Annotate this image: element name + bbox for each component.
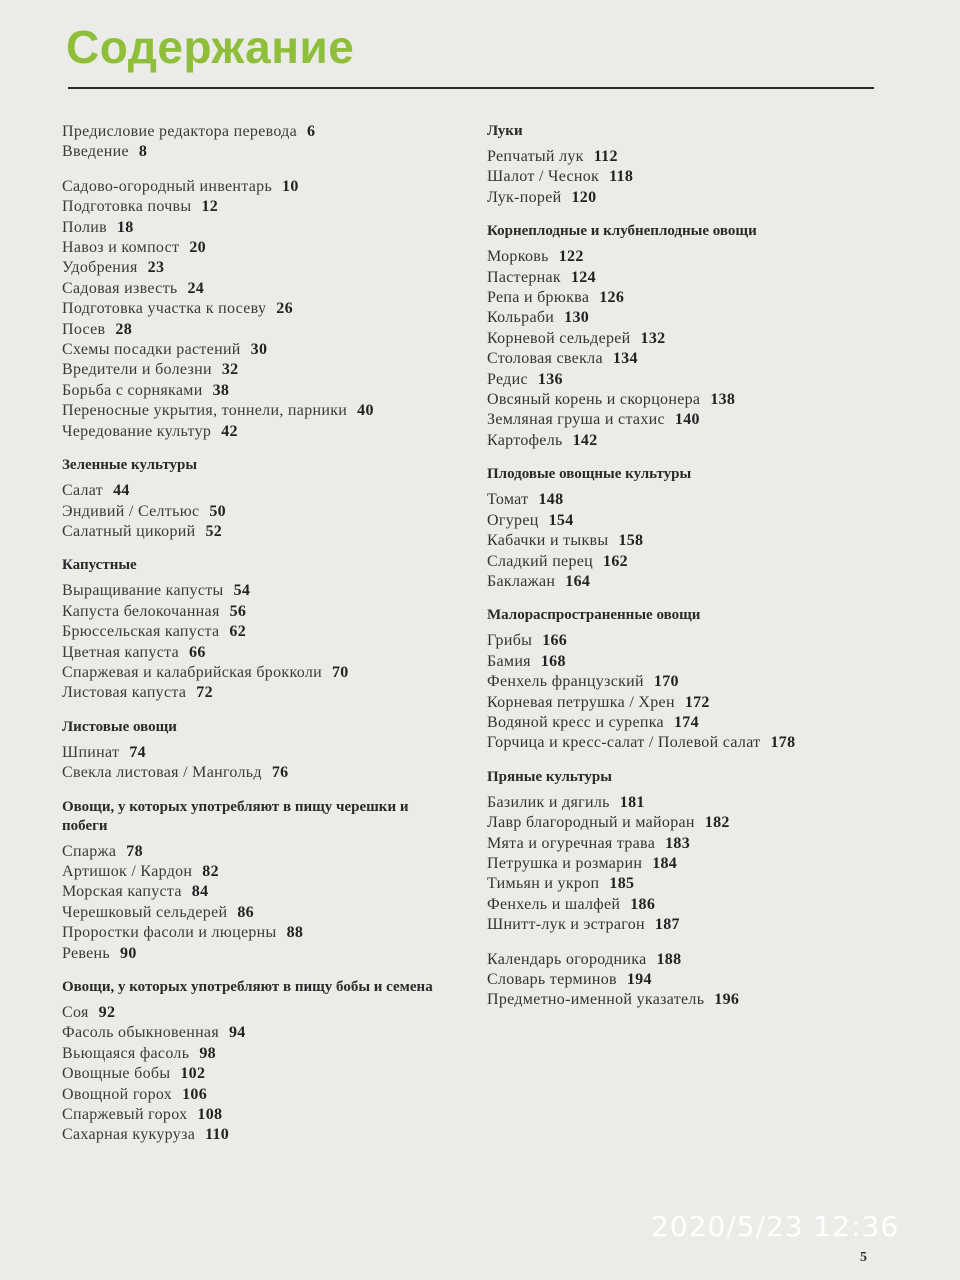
toc-entry (62, 279, 457, 299)
toc-entry-label: Лук-порей (487, 188, 562, 206)
toc-entry (487, 793, 867, 813)
toc-entry-page: 122 (558, 248, 584, 266)
toc-entry (487, 390, 867, 410)
toc-entry-page: 92 (98, 1004, 116, 1021)
toc-entry-page: 8 (138, 143, 148, 161)
section-heading: Овощи, у которых употребляют в пищу бобы и семена (62, 979, 433, 995)
toc-entry-page: 90 (120, 944, 137, 962)
toc-entry-page: 187 (654, 916, 680, 934)
toc-entry-label: Водяной кресс и сурепка (487, 713, 664, 731)
toc-entry-page: 56 (229, 602, 247, 620)
toc-entry (487, 308, 867, 328)
toc-entry-page: 194 (626, 971, 652, 988)
toc-entry-page: 84 (191, 883, 209, 901)
toc-entry-page: 88 (286, 924, 304, 942)
toc-entry (62, 502, 457, 522)
toc-entry-label: Столовая свекла (487, 350, 603, 368)
toc-entry-page: 70 (331, 663, 349, 681)
toc-entry-label: Введение (62, 143, 129, 161)
toc-entry (487, 329, 867, 349)
toc-left-column (62, 122, 457, 1160)
toc-entry-page: 78 (126, 842, 143, 860)
toc-section (62, 177, 457, 442)
toc-entry-label: Базилик и дягиль (487, 793, 610, 811)
toc-entry (62, 1125, 457, 1145)
toc-entry (487, 672, 867, 692)
toc-entry (62, 258, 457, 278)
toc-entry-label: Соя (62, 1004, 89, 1021)
toc-entry-label: Навоз и компост (62, 239, 180, 257)
toc-entry (62, 142, 457, 162)
toc-entry (487, 167, 867, 187)
toc-entry (487, 147, 867, 167)
toc-entry (487, 693, 867, 713)
toc-entry-page: 40 (357, 402, 374, 420)
toc-section (62, 718, 457, 784)
toc-entry-label: Земляная груша и стахис (487, 411, 665, 429)
toc-entry-page: 181 (619, 793, 645, 811)
toc-entry (62, 663, 457, 683)
toc-entry-label: Репчатый лук (487, 148, 584, 165)
toc-entry-page: 120 (571, 188, 597, 206)
toc-entry-page: 164 (565, 572, 591, 590)
toc-entry (62, 763, 457, 783)
toc-section (62, 798, 457, 964)
toc-entry-page: 94 (229, 1024, 246, 1042)
toc-entry-label: Сладкий перец (487, 552, 594, 570)
toc-entry (62, 944, 457, 964)
toc-entry (487, 854, 867, 874)
toc-entry-page: 162 (603, 552, 628, 570)
toc-entry (487, 268, 867, 288)
toc-entry-label: Словарь терминов (487, 971, 617, 988)
toc-entry (62, 643, 457, 663)
section-heading: Плодовые овощные культуры (487, 466, 692, 483)
toc-entry-label: Подготовка почвы (62, 198, 192, 216)
toc-entry-page: 118 (609, 168, 634, 186)
title-divider (68, 87, 874, 89)
toc-entry-label: Картофель (487, 431, 563, 449)
toc-entry-page: 62 (229, 623, 246, 641)
toc-entry-page: 72 (196, 684, 213, 702)
toc-entry-label: Овощные бобы (62, 1065, 171, 1083)
toc-entry-label: Кольраби (487, 309, 555, 327)
toc-entry-label: Мята и огуречная трава (487, 834, 656, 852)
toc-entry-page: 6 (307, 123, 316, 140)
toc-entry (487, 552, 867, 572)
toc-entry (62, 1023, 457, 1043)
toc-entry (487, 349, 867, 369)
toc-entry-page: 124 (571, 268, 596, 286)
toc-entry-label: Салат (62, 482, 104, 500)
toc-entry (62, 360, 457, 380)
toc-entry-label: Салатный цикорий (62, 522, 196, 540)
toc-entry-label: Томат (487, 491, 529, 509)
toc-entry-page: 44 (113, 482, 130, 500)
toc-entry (487, 915, 867, 935)
toc-entry-label: Корневой сельдерей (487, 329, 631, 347)
toc-entry (62, 522, 457, 542)
toc-entry (487, 813, 867, 833)
toc-entry-page: 138 (710, 391, 736, 409)
toc-entry (62, 903, 457, 923)
toc-entry-label: Овсяный корень и скорцонера (487, 391, 701, 409)
toc-entry-label: Шнитт-лук и эстрагон (487, 916, 645, 934)
toc-section (62, 556, 457, 703)
toc-entry-label: Петрушка и розмарин (487, 854, 643, 872)
toc-entry-page: 172 (684, 693, 710, 711)
toc-entry-page: 106 (182, 1085, 208, 1103)
toc-entry-label: Лавр благородный и майоран (487, 814, 695, 832)
toc-entry-page: 66 (189, 643, 206, 661)
section-heading: Зеленные культуры (62, 457, 198, 474)
toc-section (62, 456, 457, 542)
toc-entry-label: Посев (62, 320, 106, 338)
toc-entry-label: Свекла листовая / Мангольд (62, 764, 262, 782)
toc-entry-page: 142 (572, 431, 598, 449)
toc-entry-page: 82 (202, 862, 219, 880)
toc-entry-label: Схемы посадки растений (62, 341, 241, 359)
toc-entry-page: 38 (212, 381, 230, 399)
toc-entry (62, 842, 457, 862)
toc-entry-page: 52 (205, 522, 223, 540)
toc-entry-page: 154 (548, 511, 574, 529)
section-heading: Капустные (62, 557, 137, 574)
toc-entry-page: 174 (673, 713, 699, 731)
toc-entry (62, 862, 457, 882)
toc-section (487, 465, 867, 592)
toc-entry-label: Проростки фасоли и люцерны (62, 924, 277, 942)
toc-entry-page: 76 (271, 764, 289, 782)
toc-section (487, 222, 867, 451)
toc-entry-page: 126 (599, 289, 625, 307)
toc-entry-label: Бамия (487, 652, 531, 670)
toc-entry-page: 110 (205, 1126, 230, 1144)
toc-entry-label: Артишок / Кардон (62, 862, 193, 880)
toc-entry-page: 168 (540, 652, 566, 670)
section-heading: Листовые овощи (62, 718, 177, 735)
toc-entry (62, 882, 457, 902)
toc-entry-page: 148 (538, 491, 564, 509)
toc-entry-page: 54 (233, 582, 251, 600)
toc-entry-page: 24 (187, 279, 205, 297)
toc-entry-page: 102 (180, 1065, 206, 1083)
toc-entry (487, 490, 867, 510)
toc-entry-page: 132 (640, 329, 666, 347)
toc-entry-page: 23 (147, 259, 165, 277)
toc-entry-page: 18 (116, 218, 134, 236)
toc-entry-page: 188 (656, 950, 682, 968)
toc-entry-page: 158 (618, 532, 644, 550)
toc-entry-label: Борьба с сорняками (62, 381, 203, 399)
toc-entry (487, 572, 867, 592)
toc-entry-label: Брюссельская капуста (62, 623, 220, 641)
toc-entry (487, 895, 867, 915)
toc-entry (62, 122, 457, 142)
toc-entry-page: 178 (770, 734, 796, 752)
toc-entry-label: Морская капуста (62, 883, 182, 901)
toc-entry-label: Полив (62, 218, 107, 236)
page-title: Содержание (66, 21, 355, 73)
toc-entry-label: Пастернак (487, 268, 561, 286)
page-number: 5 (860, 1250, 867, 1265)
toc-entry (62, 422, 457, 442)
toc-entry-label: Вредители и болезни (62, 361, 212, 379)
toc-entry (62, 581, 457, 601)
toc-entry-page: 42 (221, 422, 238, 440)
section-heading: Овощи, у которых употребляют в пищу черешки и побеги (62, 798, 409, 834)
toc-entry (487, 511, 867, 531)
toc-entry (62, 1105, 457, 1125)
toc-entry-label: Корневая петрушка / Хрен (487, 693, 675, 711)
toc-entry-label: Вьющаяся фасоль (62, 1044, 190, 1062)
toc-entry-label: Овощной горох (62, 1085, 173, 1103)
toc-entry (487, 950, 867, 970)
toc-entry (487, 990, 867, 1010)
section-heading: Пряные культуры (487, 768, 612, 785)
toc-section (487, 606, 867, 753)
toc-entry-label: Предисловие редактора перевода (62, 123, 298, 140)
toc-entry (62, 299, 457, 319)
toc-entry-page: 20 (189, 239, 206, 257)
toc-entry (62, 602, 457, 622)
toc-right-column (487, 122, 867, 1025)
toc-entry-label: Цветная капуста (62, 643, 180, 661)
toc-entry (62, 1064, 457, 1084)
toc-entry (487, 410, 867, 430)
toc-entry-page: 136 (537, 370, 563, 388)
toc-entry-label: Сахарная кукуруза (62, 1126, 196, 1144)
toc-entry-label: Спаржевый горох (62, 1106, 188, 1124)
toc-entry-label: Садово-огородный инвентарь (62, 177, 273, 195)
toc-entry-page: 166 (542, 632, 568, 650)
toc-entry-page: 74 (129, 743, 146, 761)
toc-entry-page: 112 (593, 148, 618, 165)
toc-entry-label: Спаржевая и калабрийская брокколи (62, 663, 322, 681)
toc-entry (62, 1044, 457, 1064)
toc-entry (487, 188, 867, 208)
toc-entry-page: 108 (197, 1106, 223, 1124)
toc-entry (487, 431, 867, 451)
toc-entry-page: 28 (115, 320, 133, 338)
toc-entry (62, 320, 457, 340)
toc-entry (487, 970, 867, 990)
toc-entry-label: Морковь (487, 248, 549, 266)
toc-entry (62, 381, 457, 401)
toc-entry (487, 247, 867, 267)
toc-entry-page: 182 (704, 814, 730, 832)
toc-entry-label: Календарь огородника (487, 950, 647, 968)
toc-entry-label: Черешковый сельдерей (62, 903, 228, 921)
toc-entry-page: 183 (665, 834, 691, 852)
toc-entry-label: Грибы (487, 632, 533, 650)
toc-entry-label: Шалот / Чеснок (487, 168, 600, 186)
toc-entry-label: Горчица и кресс-салат / Полевой салат (487, 734, 761, 752)
toc-entry-page: 134 (612, 350, 638, 368)
toc-entry-label: Капуста белокочанная (62, 602, 220, 620)
toc-entry-label: Огурец (487, 511, 539, 529)
toc-entry (62, 481, 457, 501)
toc-entry (62, 401, 457, 421)
toc-entry-label: Репа и брюква (487, 289, 590, 307)
toc-entry-page: 184 (652, 854, 678, 872)
toc-entry (62, 340, 457, 360)
toc-entry-page: 10 (282, 177, 299, 195)
toc-entry-page: 12 (201, 198, 219, 216)
toc-entry-page: 170 (653, 673, 679, 691)
toc-entry-label: Садовая известь (62, 279, 178, 297)
toc-entry (62, 923, 457, 943)
toc-entry-page: 86 (237, 903, 254, 921)
toc-entry-label: Шпинат (62, 743, 120, 761)
toc-entry (62, 218, 457, 238)
toc-entry (62, 622, 457, 642)
toc-entry (487, 288, 867, 308)
toc-entry-page: 26 (276, 300, 293, 318)
toc-entry-page: 98 (199, 1044, 216, 1062)
toc-entry (487, 531, 867, 551)
toc-entry-page: 196 (714, 991, 740, 1009)
toc-section (487, 950, 867, 1011)
toc-entry-label: Чередование культур (62, 422, 212, 440)
toc-entry-page: 186 (630, 895, 656, 913)
toc-entry (62, 177, 457, 197)
toc-entry-label: Тимьян и укроп (487, 875, 600, 893)
toc-entry-label: Редис (487, 370, 528, 388)
toc-entry-label: Эндивий / Селтьюс (62, 502, 200, 520)
toc-entry-page: 50 (209, 502, 226, 520)
toc-entry (62, 1085, 457, 1105)
photo-timestamp: 2020/5/23 12:36 (651, 1210, 900, 1243)
toc-entry-label: Выращивание капусты (62, 582, 224, 600)
toc-entry (487, 733, 867, 753)
toc-entry (487, 631, 867, 651)
toc-entry (62, 197, 457, 217)
toc-section (62, 122, 457, 163)
toc-entry-label: Переносные укрытия, тоннели, парники (62, 402, 348, 420)
toc-entry-page: 32 (221, 361, 239, 379)
toc-entry (487, 874, 867, 894)
toc-entry-label: Баклажан (487, 572, 556, 590)
toc-section (487, 122, 867, 208)
toc-entry (62, 1003, 457, 1023)
toc-entry (62, 238, 457, 258)
toc-section (62, 978, 457, 1146)
toc-section (487, 768, 867, 936)
toc-entry (487, 713, 867, 733)
toc-entry-label: Фенхель и шалфей (487, 895, 621, 913)
section-heading: Корнеплодные и клубнеплодные овощи (487, 223, 757, 240)
toc-entry-page: 130 (564, 309, 590, 327)
toc-entry (62, 683, 457, 703)
toc-entry-label: Фасоль обыкновенная (62, 1024, 219, 1042)
toc-entry-label: Подготовка участка к посеву (62, 300, 267, 318)
toc-entry-label: Кабачки и тыквы (487, 532, 609, 550)
toc-entry-label: Фенхель французский (487, 673, 644, 691)
toc-entry-label: Ревень (62, 944, 111, 962)
toc-entry-label: Листовая капуста (62, 684, 187, 702)
toc-entry (487, 370, 867, 390)
toc-entry-page: 185 (609, 875, 635, 893)
toc-entry-label: Спаржа (62, 842, 117, 860)
toc-entry-label: Предметно-именной указатель (487, 991, 705, 1009)
toc-entry (487, 834, 867, 854)
toc-entry-page: 30 (250, 341, 268, 359)
toc-entry (487, 652, 867, 672)
toc-entry-label: Удобрения (62, 259, 138, 277)
section-heading: Луки (487, 123, 523, 139)
toc-entry (62, 743, 457, 763)
section-heading: Малораспространенные овощи (487, 607, 701, 624)
toc-entry-page: 140 (674, 411, 700, 429)
